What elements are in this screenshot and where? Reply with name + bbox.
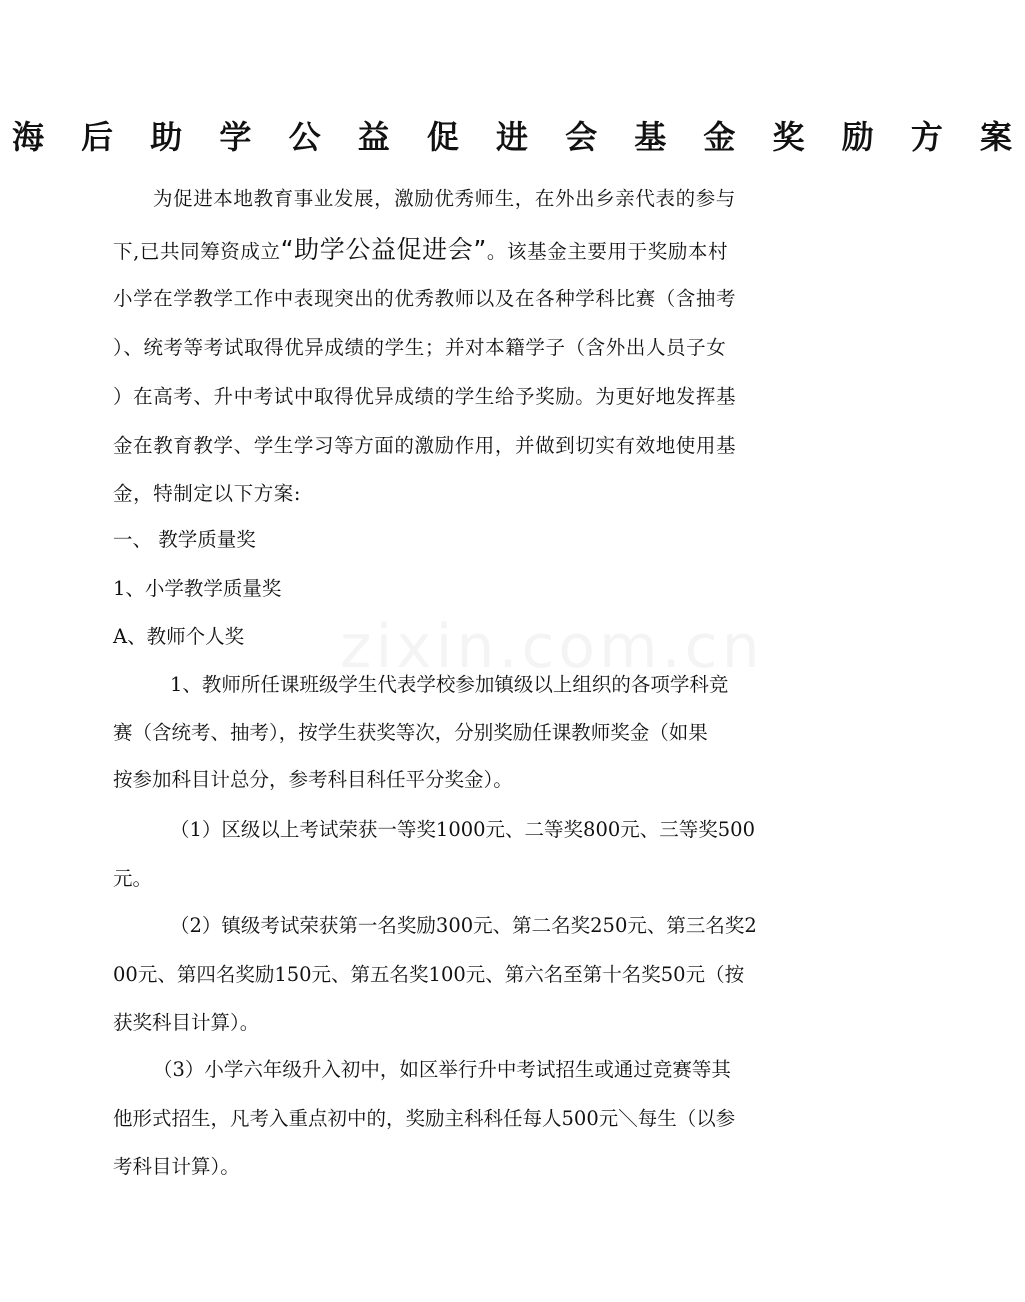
item-1-line-3: 按参加科目计总分，参考科目科任平分奖金）。 [113, 768, 513, 791]
item-1-line-1: 1、教师所任课班级学生代表学校参加镇级以上组织的各项学科竞 [170, 673, 729, 696]
item-1-1-line-2: 元。 [113, 867, 153, 890]
item-1-3-line-3: 考科目计算）。 [113, 1155, 240, 1178]
subsection-heading-1: 1、小学教学质量奖 [113, 577, 282, 600]
section-heading-1: 一、 教学质量奖 [113, 528, 256, 551]
document-title: 海 后 助 学 公 益 促 进 会 基 金 奖 励 方 案 [12, 118, 1025, 156]
intro-line-3: 小学在学教学工作中表现突出的优秀教师以及在各种学科比赛（含抽考 [113, 287, 737, 310]
intro-line-5: ）在高考、升中考试中取得优异成绩的学生给予奖励。为更好地发挥基 [113, 385, 737, 408]
intro-line-7: 金，特制定以下方案: [113, 482, 302, 505]
item-1-3-line-1: （3）小学六年级升入初中，如区举行升中考试招生或通过竞赛等其 [153, 1058, 731, 1081]
item-1-2-line-3: 获奖科目计算）。 [113, 1011, 260, 1034]
intro-line-6: 金在教育教学、学生学习等方面的激励作用，并做到切实有效地使用基 [113, 434, 737, 457]
intro-line-4: ）、统考等考试取得优异成绩的学生；并对本籍学子（含外出人员子女 [113, 336, 727, 359]
fund-name: “助学公益促进会” [280, 235, 487, 264]
item-1-line-2: 赛（含统考、抽考），按学生获奖等次，分别奖励任课教师奖金（如果 [113, 721, 708, 744]
item-1-3-line-2: 他形式招生，凡考入重点初中的，奖励主科科任每人500元＼每生（以参 [113, 1107, 736, 1130]
intro-line-2-start: 下,已共同筹资成立 [113, 240, 281, 263]
subsection-heading-a: A、教师个人奖 [113, 625, 245, 648]
item-1-2-line-2: 00元、第四名奖励150元、第五名奖100元、第六名至第十名奖50元（按 [113, 963, 745, 986]
intro-line-2 [113, 235, 728, 267]
intro-line-1: 为促进本地教育事业发展，激励优秀师生，在外出乡亲代表的参与 [153, 187, 736, 210]
item-1-1-line-1: （1）区级以上考试荣获一等奖1000元、二等奖800元、三等奖500 [170, 818, 755, 841]
intro-line-2-end: 。该基金主要用于奖励本村 [486, 240, 729, 263]
item-1-2-line-1: （2）镇级考试荣获第一名奖励300元、第二名奖250元、第三名奖2 [170, 914, 757, 937]
